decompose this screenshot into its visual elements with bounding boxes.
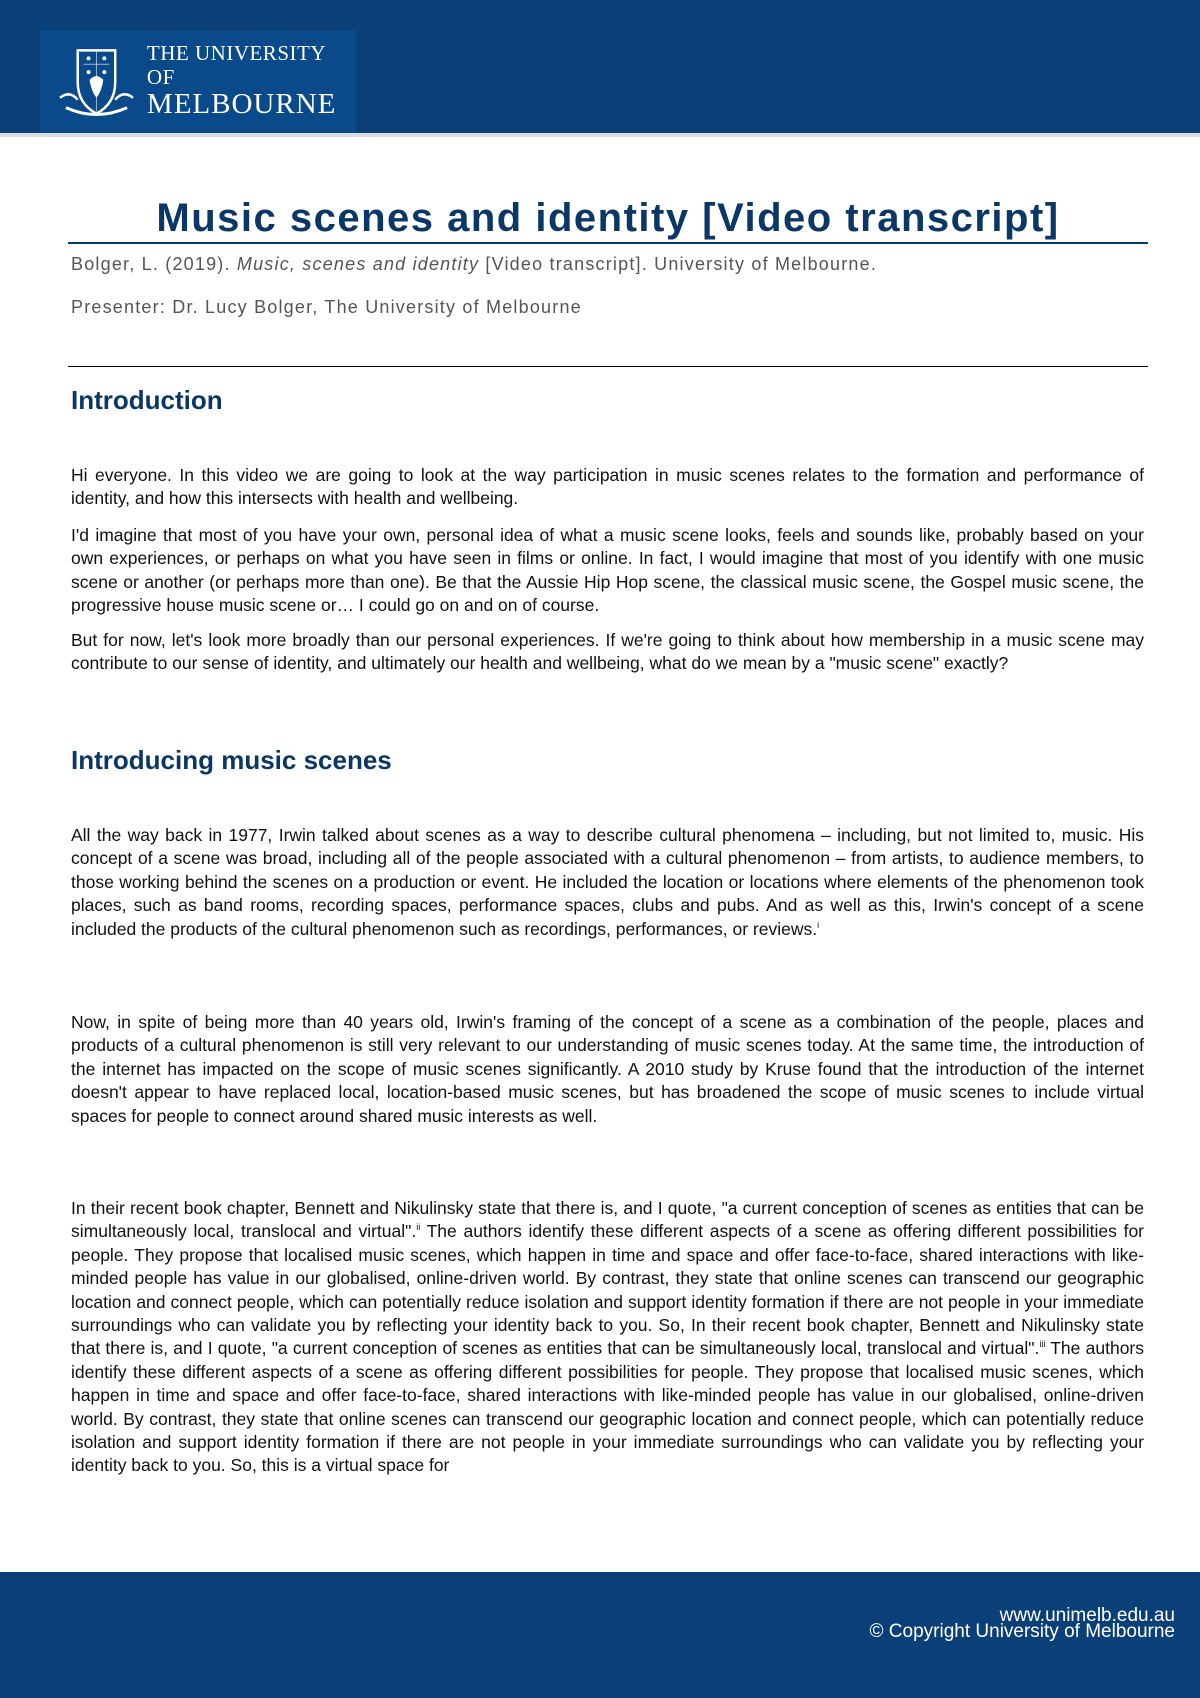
citation [71, 254, 877, 275]
footer-website-link[interactable]: www.unimelb.edu.au [999, 1605, 1175, 1626]
citation-suffix: [Video transcript]. University of Melbourne. [479, 254, 878, 274]
intro-paragraph-2: I'd imagine that most of you have your own, personal idea of what a music scene looks, feels and sounds like, probably based on your own experiences, or perhaps on what you have seen in films or online. In fact, I would imagine that most of you identify with one music scene or another (or perhaps more than one). Be that the Aussie Hip Hop scene, the classical music scene, the Gospel music scene, the progressive house music scene or… I could go on and on of course. [71, 525, 1144, 616]
scenes-paragraph-3-part-c: The authors identify these different aspects of a scene as offering different possibilities for people. They propose that localised music scenes, which happen in time and space and offer face-to-face, shared interactions with like-minded people has value in our globalised, online-driven world. By contrast, they state that online scenes can transcend our geographic location and connect people, which can potentially reduce isolation and support identity formation if there are not people in your immediate surroundings who can validate you by reflecting your identity back to you. So, this is a virtual space for [71, 1338, 1145, 1476]
heading-introducing-music-scenes: Introducing music scenes [71, 745, 392, 775]
scenes-paragraph-1-text: All the way back in 1977, Irwin talked about scenes as a way to describe cultural phenomena – including, but not limited to, music. His concept of a scene was broad, including all of the people associated with a cultural phenomenon – from artists, to audience members, to those working behind the scenes on a production or event. He included the location or locations where elements of the phenomenon took places, such as band rooms, recording spaces, performance spaces, clubs and pubs. And as well as this, Irwin's concept of a scene included the products of the cultural phenomenon such as recordings, performances, or reviews. [71, 825, 1144, 939]
scenes-paragraph-1 [71, 824, 1144, 941]
header-banner [0, 0, 1200, 137]
scenes-paragraph-2: Now, in spite of being more than 40 years old, Irwin's framing of the concept of a scene as a combination of the people, places and products of a cultural phenomenon is still very relevant to our understanding of music scenes today. At the same time, the introduction of the internet has impacted on the scope of music scenes significantly. A 2010 study by Kruse found that the introduction of the internet doesn't appear to have replaced local, location-based music scenes, but has broadened the scope of music scenes to include virtual spaces for people to connect around shared music interests as well. [71, 1012, 1144, 1126]
logo-line-1: THE UNIVERSITY OF [146, 41, 326, 89]
university-logo[interactable] [40, 30, 356, 133]
scenes-paragraph-3 [71, 1197, 1144, 1478]
university-crest-icon [56, 42, 137, 122]
presenter-line: Presenter: Dr. Lucy Bolger, The University of Melbourne [71, 297, 582, 317]
citation-prefix: Bolger, L. (2019). [71, 254, 237, 274]
section-divider [68, 366, 1148, 367]
title-divider [68, 242, 1148, 244]
scenes-paragraph-3-part-b: The authors identify these different aspects of a scene as offering different possibilities for people. They propose that localised music scenes, which happen in time and space and offer face-to-face, shared interactions with like-minded people has value in our globalised, online-driven world. By contrast, they state that online scenes can transcend our geographic location and connect people, which can potentially reduce isolation and support identity formation if there are not people in your immediate surroundings who can validate you by reflecting your identity back to you. So, In their recent book chapter, Bennett and Nikulinsky state that there is, and I quote, "a current conception of scenes as entities that can be simultaneously local, translocal and virtual". [71, 1221, 1144, 1359]
intro-paragraph-1: Hi everyone. In this video we are going to look at the way participation in music scenes relates to the formation and performance of identity, and how this intersects with health and wellbeing. [71, 465, 1144, 509]
footnote-marker-iii[interactable]: iii [1039, 1339, 1046, 1350]
page-title: Music scenes and identity [Video transcript] [156, 196, 1060, 240]
footnote-marker-ii[interactable]: ii [416, 1222, 421, 1233]
citation-italic: Music, scenes and identity [236, 254, 480, 274]
intro-paragraph-3: But for now, let's look more broadly than our personal experiences. If we're going to think about how membership in a music scene may contribute to our sense of identity, and ultimately our health and wellbeing, what do we mean by a "music scene" exactly? [71, 630, 1144, 674]
logo-line-2: MELBOURNE [146, 87, 337, 120]
scenes-paragraph-3-part-a: In their recent book chapter, Bennett and Nikulinsky state that there is, and I quote, "a current conception of scenes as entities that can be simultaneously local, translocal and virtual". [71, 1198, 1144, 1242]
heading-introduction: Introduction [71, 385, 223, 415]
footer-copyright: © Copyright University of Melbourne [869, 1621, 1175, 1642]
footnote-marker-i[interactable]: i [817, 919, 820, 930]
